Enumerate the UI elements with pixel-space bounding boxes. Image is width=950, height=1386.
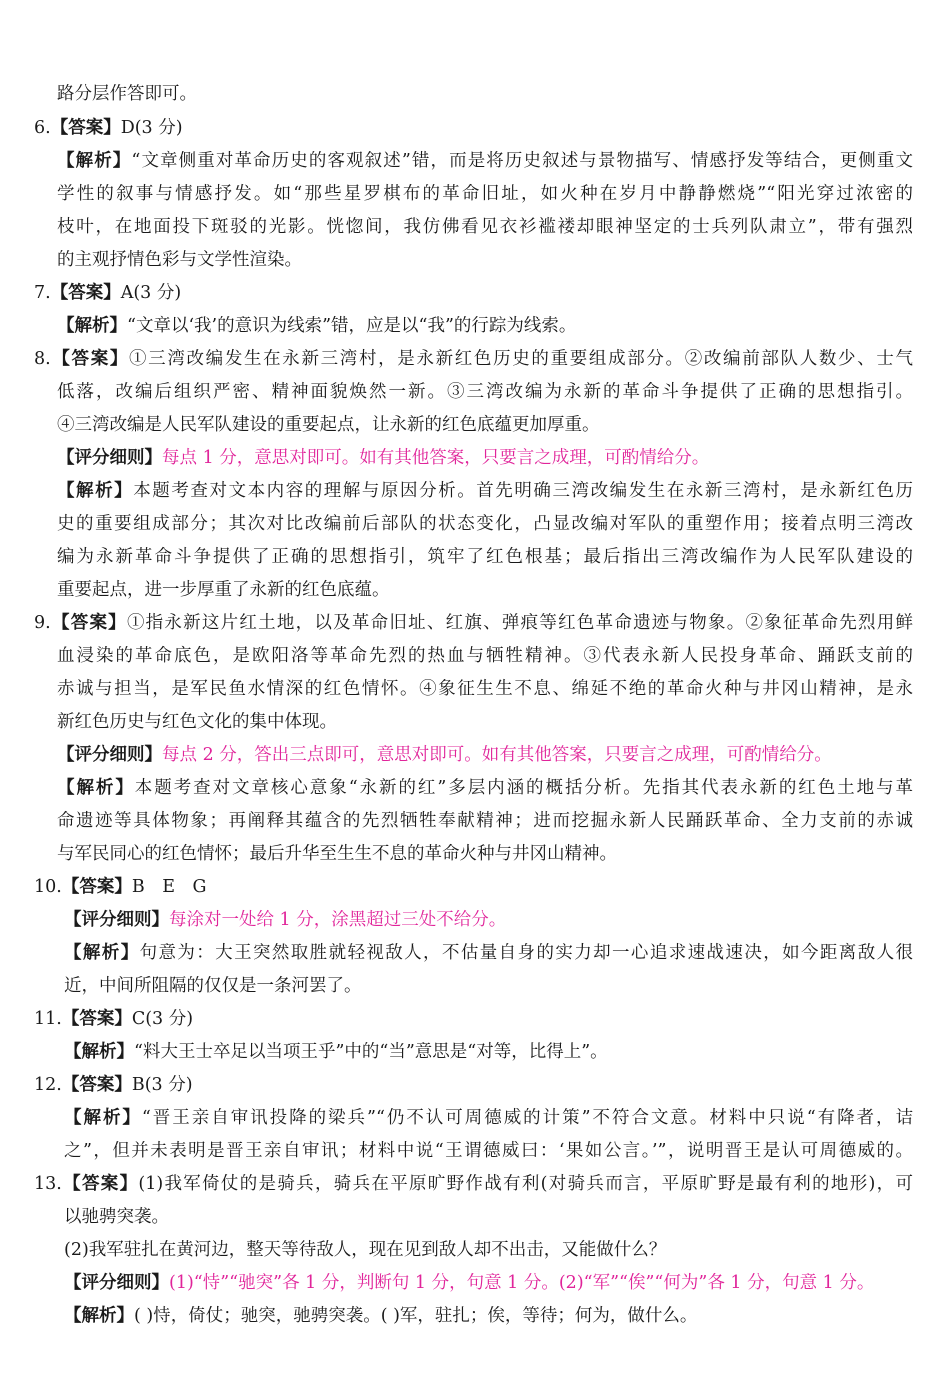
q13-scoring: (1)“恃”“驰突”各 1 分，判断句 1 分，句意 1 分。(2)“军”“俟”“何为”各 1 分，句意 1 分。 (169, 1273, 875, 1293)
q8-number: 8. (34, 349, 51, 369)
q8-scoring-line (57, 446, 709, 470)
q13-scoring-tag: 【评分细则】 (64, 1273, 169, 1293)
q8-answer-line: 8.【答案】①三湾改编发生在永新三湾村，是永新红色历史的重要组成部分。②改编前部队人数少、士气 (34, 349, 913, 369)
q6-analysis-line: 枝叶，在地面投下斑驳的光影。恍惚间，我仿佛看见衣衫褴褛却眼神坚定的士兵列队肃立”，带有强烈 (57, 217, 913, 237)
q9-answer-line: 9.【答案】①指永新这片红土地，以及革命旧址、红旗、弹痕等红色革命遗迹与物象。②象征革命先烈用鲜 (34, 613, 914, 633)
q8-answer-line: ④三湾改编是人民军队建设的重要起点，让永新的红色底蕴更加厚重。 (57, 415, 600, 435)
q8-scoring: 每点 1 分，意思对即可。如有其他答案，只要言之成理，可酌情给分。 (162, 448, 710, 468)
q9-scoring-tag: 【评分细则】 (57, 745, 162, 765)
q6-analysis-line: 的主观抒情色彩与文学性渲染。 (57, 250, 302, 270)
q8-analysis-line: 重要起点，进一步厚重了永新的红色底蕴。 (57, 580, 390, 600)
q8-answer-line: 低落，改编后组织严密、精神面貌焕然一新。③三湾改编为永新的革命斗争提供了正确的思想指引。 (57, 382, 913, 402)
q8-answer-tag: 【答案】 (50, 349, 130, 369)
q12-analysis-line: 【解析】“晋王亲自审讯投降的梁兵”“仍不认可周德威的计策”不符合文意。材料中只说“有降者，诘 (64, 1108, 913, 1128)
q13-answer-line: (2)我军驻扎在黄河边，整天等待敌人，现在见到敌人却不出击，又能做什么？ (64, 1240, 667, 1260)
q7-answer-tag: 【答案】 (50, 283, 121, 303)
q12-answer: B(3 分) (131, 1075, 193, 1095)
q13-answer-line: 13.【答案】(1)我军倚仗的是骑兵，骑兵在平原旷野作战有利(对骑兵而言，平原旷野是最有利的地形)，可 (34, 1174, 913, 1194)
q9-analysis-line: 【解析】本题考查对文章核心意象“永新的红”多层内涵的概括分析。先指其代表永新的红色土地与革 (57, 778, 914, 798)
q11-answer-tag: 【答案】 (61, 1009, 132, 1029)
q13-number: 13. (34, 1174, 62, 1194)
q7-answer-line (34, 281, 181, 305)
q11-analysis-line: 【解析】“料大王士卒足以当项王乎”中的“当”意思是“对等，比得上”。 (64, 1042, 608, 1062)
q13-analysis-tag: 【解析】 (64, 1306, 134, 1326)
q8-analysis-line: 史的重要组成部分；其次对比改编前后部队的状态变化，凸显改编对军队的重塑作用；接着点明三湾改 (57, 514, 913, 534)
q10-scoring-line (64, 908, 506, 932)
q10-scoring: 每涂对一处给 1 分，涂黑超过三处不给分。 (169, 910, 507, 930)
q10-answer: B E G (131, 877, 207, 897)
q10-scoring-tag: 【评分细则】 (64, 910, 169, 930)
q7-number: 7. (34, 283, 51, 303)
q9-answer-line: 血浸染的革命底色，是欧阳洛等革命先烈的热血与牺牲精神。③代表永新人民投身革命、踊跃支前的 (57, 646, 913, 666)
q13-scoring-line (64, 1271, 874, 1295)
q6-answer-line (34, 116, 183, 140)
q11-answer: C(3 分) (131, 1009, 194, 1029)
q6-analysis-line: 【解析】“文章侧重对革命历史的客观叙述”错，而是将历史叙述与景物描写、情感抒发等结合，更侧重文 (57, 151, 914, 171)
q10-number: 10. (34, 877, 62, 897)
q6-number: 6. (34, 118, 51, 138)
q8-analysis-line: 编为永新革命斗争提供了正确的思想指引，筑牢了红色根基；最后指出三湾改编作为人民军队建设的 (57, 547, 913, 567)
q10-analysis-tag: 【解析】 (64, 943, 140, 963)
q13-answer-line: 以驰骋突袭。 (64, 1207, 169, 1227)
q10-answer-tag: 【答案】 (61, 877, 132, 897)
q6-analysis-tag: 【解析】 (57, 151, 132, 171)
q9-answer-tag: 【答案】 (50, 613, 127, 633)
q9-scoring: 每点 2 分，答出三点即可，意思对即可。如有其他答案，只要言之成理，可酌情给分。 (162, 745, 832, 765)
q9-answer-line: 新红色历史与红色文化的集中体现。 (57, 712, 337, 732)
q12-analysis-line: 之”，但并未表明是晋王亲自审讯；材料中说“王谓德威曰：‘果如公言。’”，说明晋王是认可周德威的。 (64, 1141, 913, 1161)
q12-answer-tag: 【答案】 (61, 1075, 132, 1095)
q10-analysis-line: 近，中间所阻隔的仅仅是一条河罢了。 (64, 976, 362, 996)
q11-answer-line (34, 1007, 193, 1031)
q6-analysis-line: 学性的叙事与情感抒发。如“那些星罗棋布的革命旧址，如火种在岁月中静静燃烧”“阳光穿过浓密的 (57, 184, 913, 204)
q11-number: 11. (34, 1009, 62, 1029)
q11-analysis-tag: 【解析】 (64, 1042, 134, 1062)
q13-analysis-line (64, 1304, 697, 1328)
q6-answer: D(3 分) (120, 118, 183, 138)
q9-answer-line: 赤诚与担当，是军民鱼水情深的红色情怀。④象征生生不息、绵延不绝的革命火种与井冈山精神，是永 (57, 679, 913, 699)
q6-answer-tag: 【答案】 (50, 118, 121, 138)
q8-scoring-tag: 【评分细则】 (57, 448, 162, 468)
q9-analysis-line: 命遗迹等具体物象；再阐释其蕴含的先烈牺牲奉献精神；进而挖掘永新人民踊跃革命、全力支前的赤诚 (57, 811, 913, 831)
q9-analysis-tag: 【解析】 (57, 778, 135, 798)
continuation-text: 路分层作答即可。 (57, 84, 197, 104)
q9-analysis-line: 与军民同心的红色情怀；最后升华至生生不息的革命火种与井冈山精神。 (57, 844, 617, 864)
q9-scoring-line (57, 743, 832, 767)
q13-analysis: ( )恃，倚仗；驰突，驰骋突袭。( )军，驻扎；俟，等待；何为，做什么。 (134, 1306, 698, 1326)
q9-number: 9. (34, 613, 51, 633)
q10-analysis-line: 【解析】句意为：大王突然取胜就轻视敌人，不估量自身的实力却一心追求速战速决，如今距离敌人很 (64, 943, 913, 963)
q8-analysis-tag: 【解析】 (57, 481, 134, 501)
q7-analysis-tag: 【解析】 (57, 316, 127, 336)
q7-answer: A(3 分) (120, 283, 182, 303)
q12-analysis-tag: 【解析】 (64, 1108, 142, 1128)
q8-analysis-line: 【解析】本题考查对文本内容的理解与原因分析。首先明确三湾改编发生在永新三湾村，是永新红色历 (57, 481, 914, 501)
q7-analysis-line: 【解析】“文章以‘我’的意识为线索”错，应是以“我”的行踪为线索。 (57, 316, 577, 336)
q12-answer-line (34, 1073, 193, 1097)
q13-answer-tag: 【答案】 (61, 1174, 139, 1194)
q10-answer-line (34, 875, 206, 899)
q12-number: 12. (34, 1075, 62, 1095)
